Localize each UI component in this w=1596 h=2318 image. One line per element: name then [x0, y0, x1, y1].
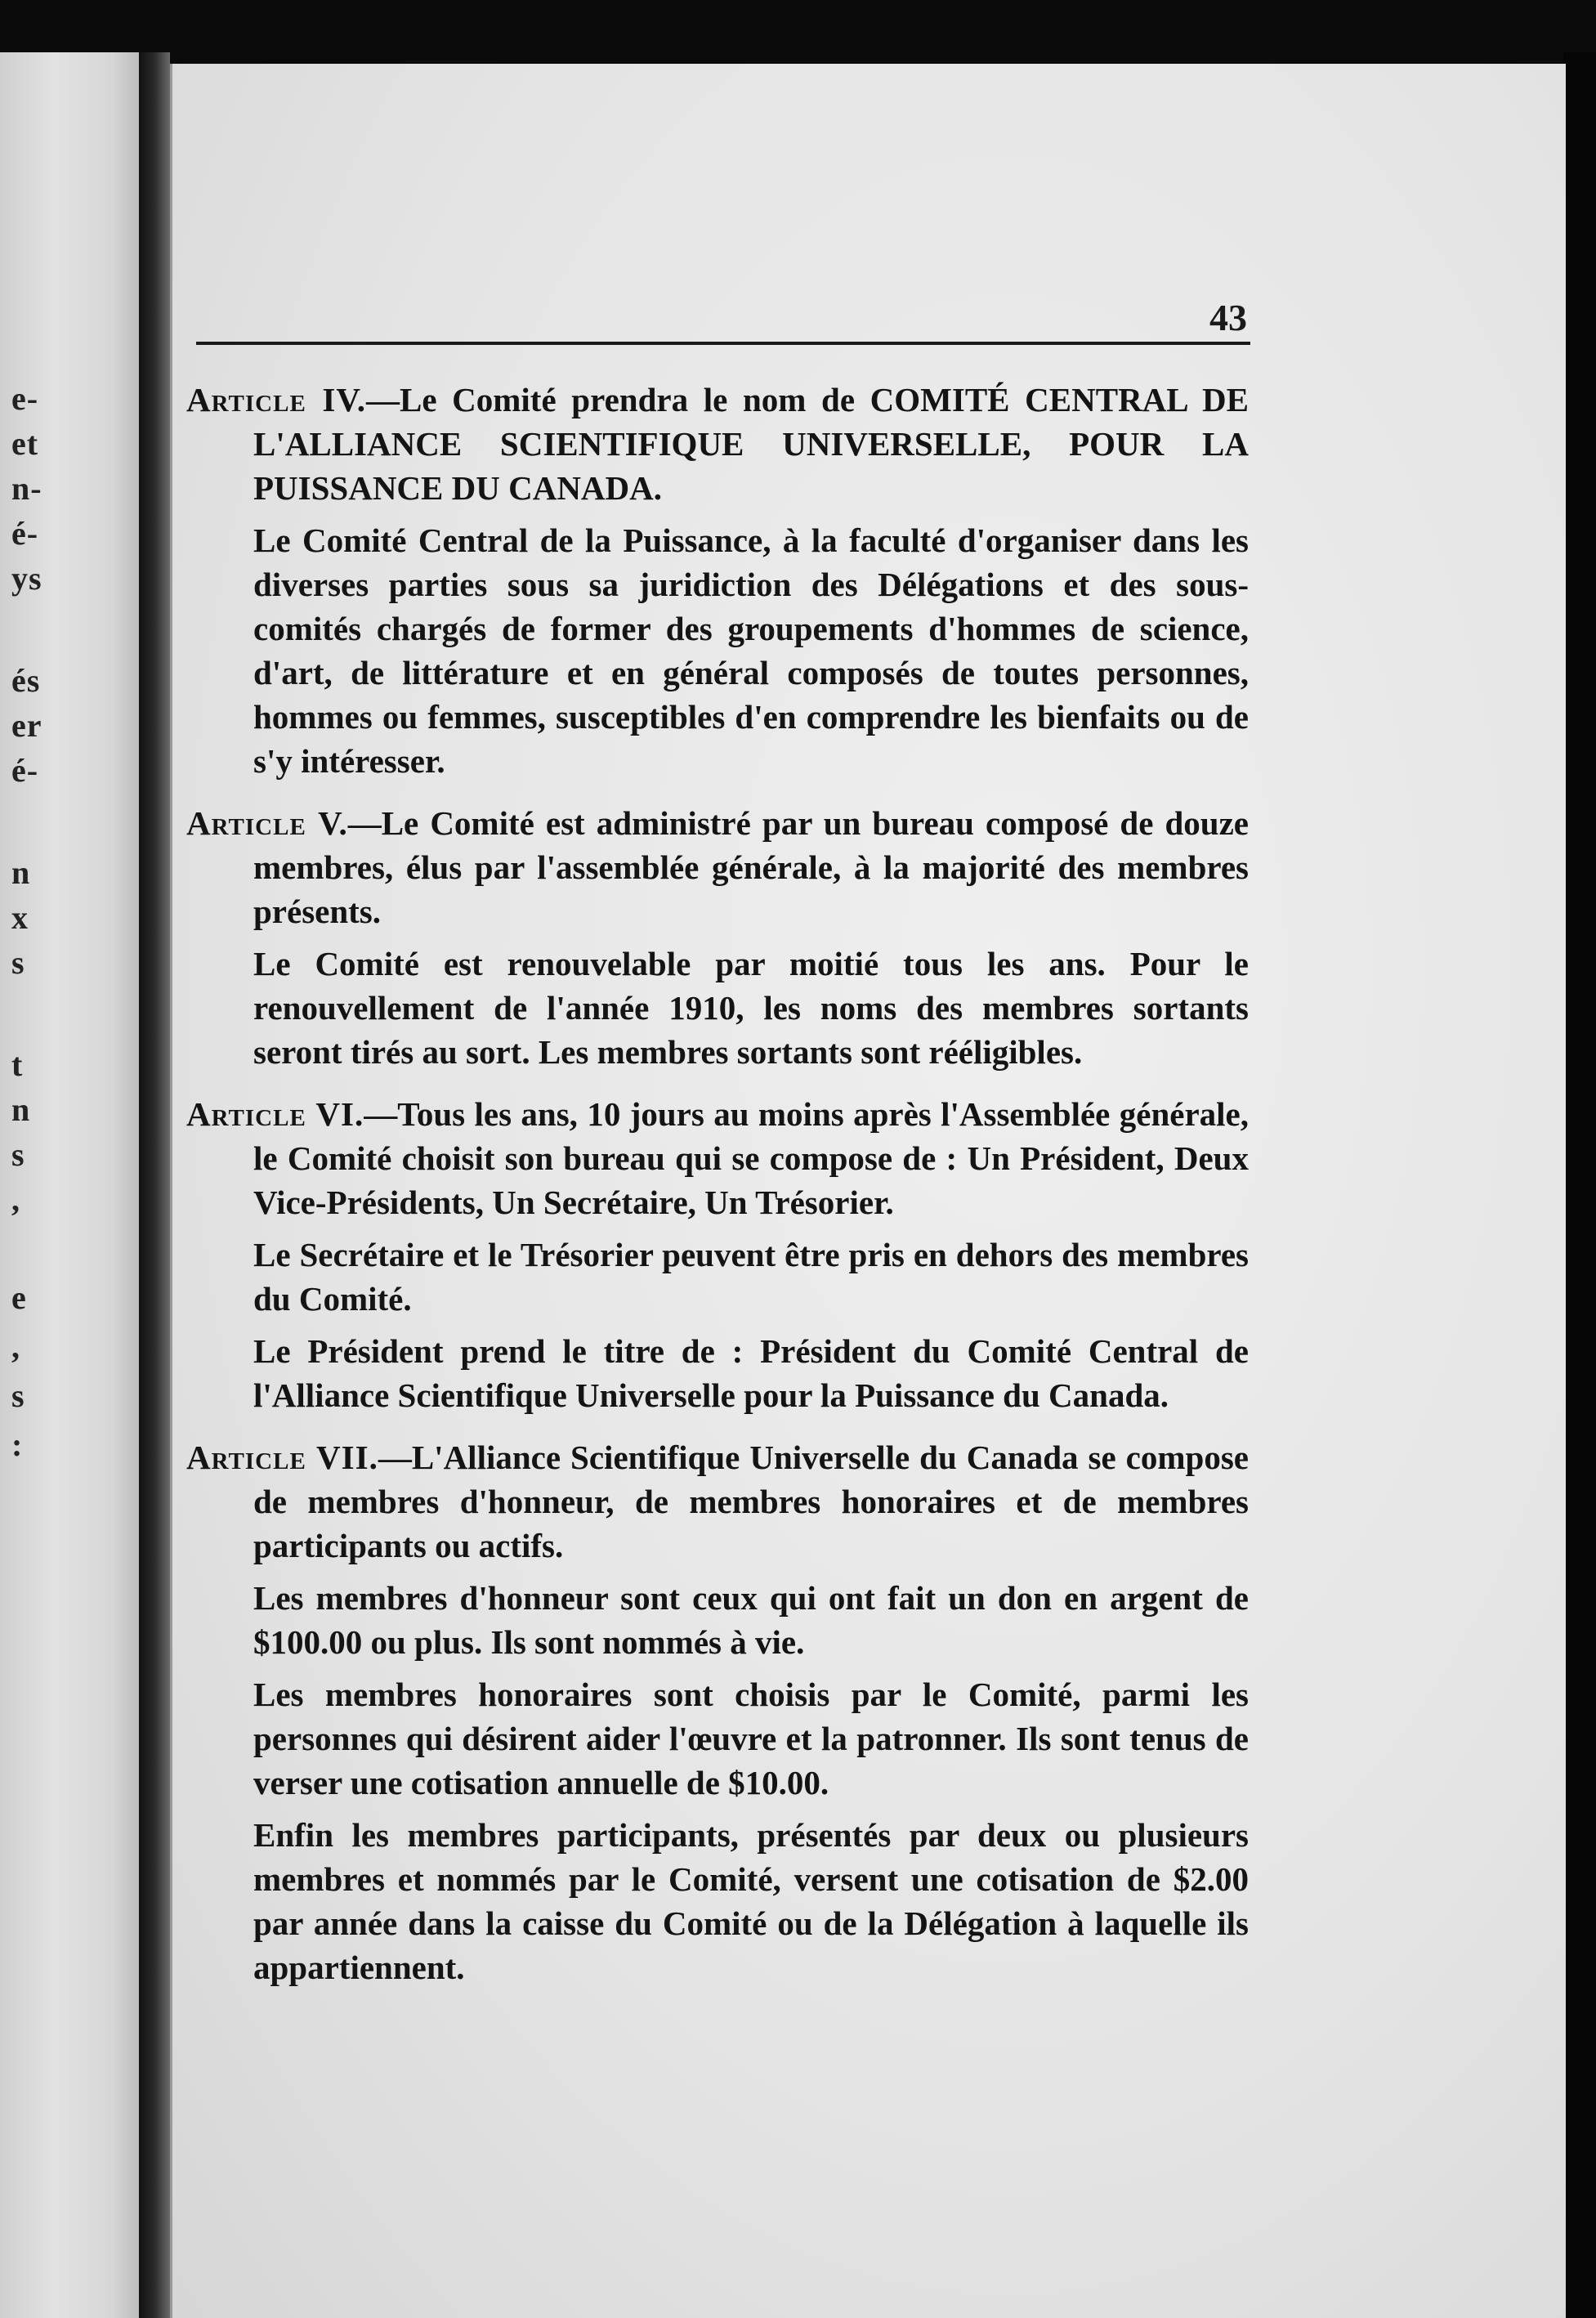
- article-paragraph: Le Comité est renouvelable par moitié tous les ans. Pour le renouvellement de l'année 1910, les noms des membres sortants seront tirés au sort. Les membres sortants sont rééligibles.: [253, 945, 1249, 1071]
- fragment: e: [11, 1279, 27, 1316]
- page-body: [186, 378, 1249, 2007]
- fragment: ,: [11, 1181, 20, 1218]
- article-label: Article VI.: [186, 1095, 364, 1133]
- fragment: ,: [11, 1328, 20, 1365]
- fragment: n: [11, 854, 31, 891]
- article-vii: [186, 1435, 1249, 1989]
- header-rule: [196, 342, 1250, 345]
- fragment: t: [11, 1046, 24, 1083]
- article-paragraph: Article IV.—Le Comité prendra le nom de COMITÉ CENTRAL DE L'ALLIANCE SCIENTIFIQUE UNIVERSELLE, POUR LA PUISSANCE DU CANADA.: [186, 381, 1249, 507]
- article-paragraph: Le Secrétaire et le Trésorier peuvent être pris en dehors des membres du Comité.: [253, 1236, 1249, 1318]
- fragment: :: [11, 1426, 24, 1463]
- article-iv: [186, 378, 1249, 783]
- article-vi: [186, 1092, 1249, 1417]
- fragment: n-: [11, 470, 42, 507]
- fragment: s: [11, 1136, 25, 1173]
- fragment: és: [11, 662, 41, 699]
- fragment: s: [11, 944, 25, 981]
- fragment: é-: [11, 515, 39, 552]
- fragment: er: [11, 707, 42, 744]
- book-gutter: [139, 52, 170, 2318]
- article-paragraph: Les membres d'honneur sont ceux qui ont fait un don en argent de $100.00 ou plus. Ils sont nommés à vie.: [253, 1579, 1249, 1661]
- fragment: e-: [11, 380, 39, 417]
- article-paragraph: Le Président prend le titre de : Président du Comité Central de l'Alliance Scientifique Universelle pour la Puissance du Canada.: [253, 1332, 1249, 1414]
- fragment: n: [11, 1091, 31, 1128]
- page-number: 43: [1209, 297, 1247, 338]
- article-paragraph: Enfin les membres participants, présentés par deux ou plusieurs membres et nommés par le Comité, versent une cotisation de $2.00 par année dans la caisse du Comité ou de la Délégation à laquelle ils appartiennent.: [253, 1816, 1249, 1986]
- fragment: x: [11, 899, 29, 936]
- article-label: Article IV.: [186, 381, 366, 418]
- fragment: ys: [11, 560, 42, 597]
- article-v: [186, 801, 1249, 1074]
- fragment: s: [11, 1377, 25, 1414]
- fragment: et: [11, 425, 39, 462]
- left-page-edge: [0, 52, 139, 2318]
- article-label: Article V.: [186, 804, 348, 842]
- article-paragraph: Article VII.—L'Alliance Scientifique Universelle du Canada se compose de membres d'honneur, de membres honoraires et de membres participants ou actifs.: [186, 1439, 1249, 1564]
- scan-border: [1563, 52, 1596, 2318]
- article-paragraph: Le Comité Central de la Puissance, à la faculté d'organiser dans les diverses parties sous sa juridiction des Délégations et des sous-comités chargés de former des groupements d'hommes de science, d'art, de littérature et en général composés de toutes personnes, hommes ou femmes, susceptibles d'en comprendre les bienfaits ou de s'y intéresser.: [253, 521, 1249, 780]
- fragment: é-: [11, 752, 39, 789]
- article-label: Article VII.: [186, 1439, 378, 1476]
- article-paragraph: Les membres honoraires sont choisis par le Comité, parmi les personnes qui désirent aider l'œuvre et la patronner. Ils sont tenus de verser une cotisation annuelle de $10.00.: [253, 1676, 1249, 1801]
- article-paragraph: Article V.—Le Comité est administré par un bureau composé de douze membres, élus par l'assemblée générale, à la majorité des membres présents.: [186, 804, 1249, 930]
- article-paragraph: Article VI.—Tous les ans, 10 jours au moins après l'Assemblée générale, le Comité choisit son bureau qui se compose de : Un Président, Deux Vice-Présidents, Un Secrétaire, Un Trésorier.: [186, 1095, 1249, 1221]
